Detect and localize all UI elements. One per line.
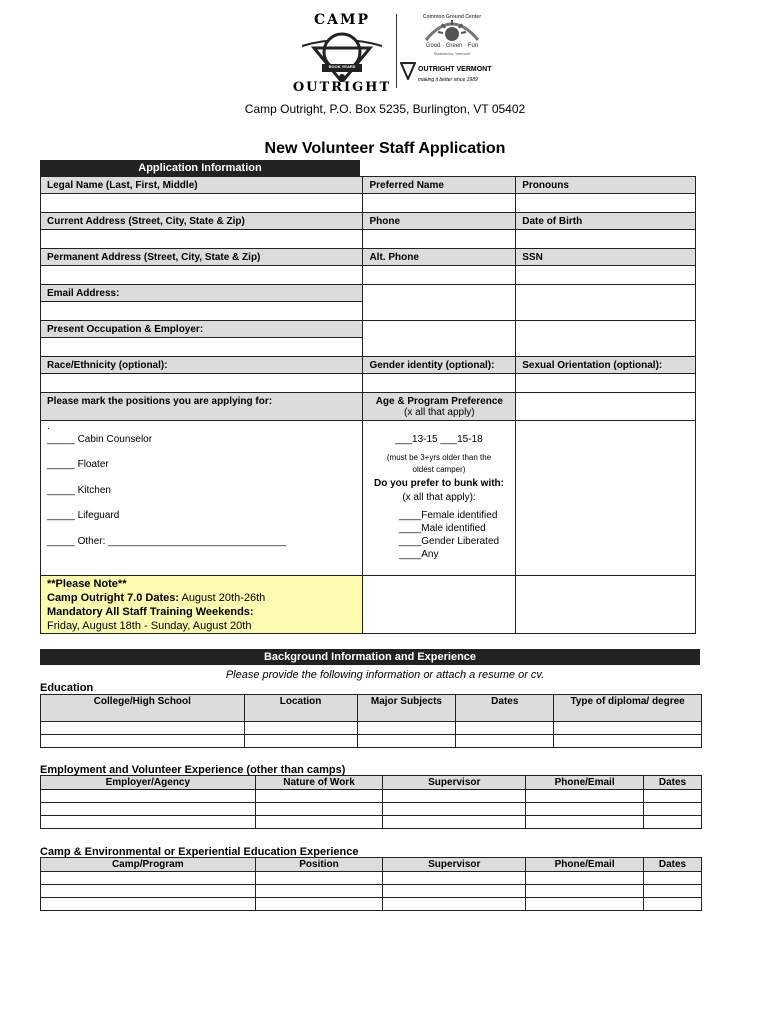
occupation-field-extra[interactable] [41, 338, 363, 357]
emp-cell[interactable] [255, 816, 383, 829]
camp-cell[interactable] [383, 885, 526, 898]
common-ground-tagline: Good · Green · Fun [425, 43, 479, 49]
occupation-field[interactable] [363, 321, 516, 357]
edu-cell[interactable] [357, 735, 456, 748]
blank-cell-note-1 [363, 576, 516, 634]
emp-cell[interactable] [255, 790, 383, 803]
gender-field[interactable] [363, 374, 516, 393]
blank-cell-occupation [516, 321, 696, 357]
emp-cell[interactable] [526, 803, 644, 816]
education-title: Education [40, 682, 94, 694]
ssn-field[interactable] [516, 266, 696, 285]
emp-cell[interactable] [41, 803, 256, 816]
dob-field[interactable] [516, 230, 696, 249]
edu-cell[interactable] [41, 735, 245, 748]
triangle-flag-icon [400, 62, 416, 80]
occupation-label: Present Occupation & Employer: [41, 321, 363, 338]
camp-cell[interactable] [41, 872, 256, 885]
dob-label: Date of Birth [516, 213, 696, 230]
edu-cell[interactable] [554, 735, 702, 748]
phone-label: Phone [363, 213, 516, 230]
position-floater[interactable]: _____ Floater [47, 459, 109, 470]
note-training: Mandatory All Staff Training Weekends: [47, 605, 254, 618]
camp-cell[interactable] [526, 898, 644, 911]
note-dates-value: August 20th-26th [179, 591, 266, 604]
org-address: Camp Outright, P.O. Box 5235, Burlington, VT 05402 [244, 102, 526, 116]
email-field[interactable] [363, 285, 516, 321]
bunk-any[interactable]: ____Any [399, 549, 439, 560]
employment-title: Employment and Volunteer Experience (other than camps) [40, 764, 346, 776]
employment-table [40, 775, 702, 829]
orientation-field[interactable] [516, 374, 696, 393]
gender-label: Gender identity (optional): [363, 357, 516, 374]
edu-header-location: Location [244, 695, 357, 722]
bunk-gender-liberated[interactable]: ____Gender Liberated [399, 536, 500, 547]
camp-logo-badge: BOOK YEARS [328, 64, 356, 69]
age-note-2: oldest camper) [412, 465, 466, 474]
application-info-heading: Application Information [40, 160, 360, 176]
camp-header-position: Position [255, 858, 383, 872]
camp-cell[interactable] [383, 872, 526, 885]
camp-logo-bottom-text: OUTRIGHT [292, 80, 392, 95]
note-title: **Please Note** [47, 577, 127, 590]
camp-header-contact: Phone/Email [526, 858, 644, 872]
orientation-label: Sexual Orientation (optional): [516, 357, 696, 374]
emp-header-dates: Dates [644, 776, 702, 790]
camp-cell[interactable] [383, 898, 526, 911]
positions-dot: . [47, 421, 50, 432]
bunk-male[interactable]: ____Male identified [399, 523, 486, 534]
ssn-label: SSN [516, 249, 696, 266]
current-address-label: Current Address (Street, City, State & Zip) [41, 213, 363, 230]
preferred-name-label: Preferred Name [363, 177, 516, 194]
camp-experience-table [40, 857, 702, 911]
blank-cell-age [516, 393, 696, 421]
edu-cell[interactable] [244, 735, 357, 748]
camp-experience-title: Camp & Environmental or Experiential Education Experience [40, 846, 359, 858]
phone-field[interactable] [363, 230, 516, 249]
note-dates [47, 591, 356, 605]
preferred-name-field[interactable] [363, 194, 516, 213]
page-title: New Volunteer Staff Application [264, 140, 506, 157]
emp-cell[interactable] [526, 790, 644, 803]
position-other[interactable]: _____ Other: ________________________________ [47, 536, 287, 547]
blank-cell-note-2 [516, 576, 696, 634]
common-ground-place: Starksboro, Vermont [433, 51, 471, 56]
edu-cell[interactable] [357, 722, 456, 735]
pronouns-label: Pronouns [516, 177, 696, 194]
legal-name-field[interactable] [41, 194, 363, 213]
edu-header-major: Major Subjects [357, 695, 456, 722]
age-pref-cell [363, 393, 516, 421]
camp-cell[interactable] [255, 872, 383, 885]
edu-header-school: College/High School [41, 695, 245, 722]
blank-cell-email [516, 285, 696, 321]
position-lifeguard[interactable]: _____ Lifeguard [47, 510, 120, 521]
education-table [40, 694, 702, 748]
outright-vermont-logo [398, 60, 492, 90]
permanent-address-label: Permanent Address (Street, City, State & Zip) [41, 249, 363, 266]
bunk-female[interactable]: ____Female identified [399, 510, 498, 521]
email-field-extra[interactable] [41, 302, 363, 321]
camp-logo-top-text: CAMP [313, 12, 371, 28]
positions-label: Please mark the positions you are applying for: [41, 393, 363, 421]
edu-cell[interactable] [554, 722, 702, 735]
age-pref-sub: (x all that apply) [404, 406, 475, 418]
edu-cell[interactable] [41, 722, 245, 735]
camp-header-program: Camp/Program [41, 858, 256, 872]
race-field[interactable] [41, 374, 363, 393]
camp-cell[interactable] [41, 885, 256, 898]
edu-header-degree: Type of diploma/ degree [554, 695, 702, 722]
emp-cell[interactable] [383, 790, 526, 803]
camp-cell[interactable] [644, 885, 702, 898]
emp-cell[interactable] [41, 816, 256, 829]
current-address-field[interactable] [41, 230, 363, 249]
camp-cell[interactable] [526, 885, 644, 898]
age-note-1: (must be 3+yrs older than the [386, 453, 492, 462]
note-training-dates: Friday, August 18th - Sunday, August 20th [47, 619, 252, 632]
common-ground-logo [418, 14, 486, 58]
emp-cell[interactable] [644, 803, 702, 816]
pronouns-field[interactable] [516, 194, 696, 213]
age-options[interactable]: ___13-15 ___15-18 [395, 434, 483, 445]
emp-cell[interactable] [383, 803, 526, 816]
camp-cell[interactable] [255, 898, 383, 911]
common-ground-name: Common Ground Center [422, 14, 482, 20]
camp-header-supervisor: Supervisor [383, 858, 526, 872]
note-cell [41, 576, 363, 634]
background-heading: Background Information and Experience [40, 649, 700, 665]
application-info-table [40, 176, 696, 634]
bunk-sub: (x all that apply): [402, 492, 476, 503]
note-dates-label: Camp Outright 7.0 Dates: [47, 591, 180, 604]
alt-phone-label: Alt. Phone [363, 249, 516, 266]
emp-header-contact: Phone/Email [526, 776, 644, 790]
camp-cell[interactable] [644, 898, 702, 911]
camp-cell[interactable] [644, 872, 702, 885]
emp-cell[interactable] [41, 790, 256, 803]
camp-cell[interactable] [41, 898, 256, 911]
email-label: Email Address: [41, 285, 363, 302]
outright-vermont-name: OUTRIGHT VERMONT [418, 66, 492, 73]
permanent-address-field[interactable] [41, 266, 363, 285]
blank-cell-positions [516, 421, 696, 576]
emp-cell[interactable] [526, 816, 644, 829]
emp-header-employer: Employer/Agency [41, 776, 256, 790]
emp-cell[interactable] [644, 790, 702, 803]
emp-cell[interactable] [644, 816, 702, 829]
camp-cell[interactable] [255, 885, 383, 898]
position-kitchen[interactable]: _____ Kitchen [47, 485, 111, 496]
compass-emblem-icon [292, 30, 392, 82]
bunk-question: Do you prefer to bunk with: [374, 478, 504, 489]
position-cabin-counselor[interactable]: _____ Cabin Counselor [47, 434, 153, 445]
emp-cell[interactable] [383, 816, 526, 829]
edu-cell[interactable] [456, 735, 554, 748]
camp-outright-logo [292, 12, 392, 96]
edu-cell[interactable] [244, 722, 357, 735]
outright-vermont-tagline: making it better since 1989 [418, 77, 478, 83]
edu-cell[interactable] [456, 722, 554, 735]
background-instruction: Please provide the following information or attach a resume or cv. [225, 669, 545, 681]
legal-name-label: Legal Name (Last, First, Middle) [41, 177, 363, 194]
emp-cell[interactable] [255, 803, 383, 816]
logo-divider [396, 14, 397, 88]
race-label: Race/Ethnicity (optional): [41, 357, 363, 374]
camp-cell[interactable] [526, 872, 644, 885]
edu-header-dates: Dates [456, 695, 554, 722]
emp-header-nature: Nature of Work [255, 776, 383, 790]
emp-header-supervisor: Supervisor [383, 776, 526, 790]
alt-phone-field[interactable] [363, 266, 516, 285]
age-pref-label: Age & Program Preference [375, 395, 503, 407]
camp-header-dates: Dates [644, 858, 702, 872]
